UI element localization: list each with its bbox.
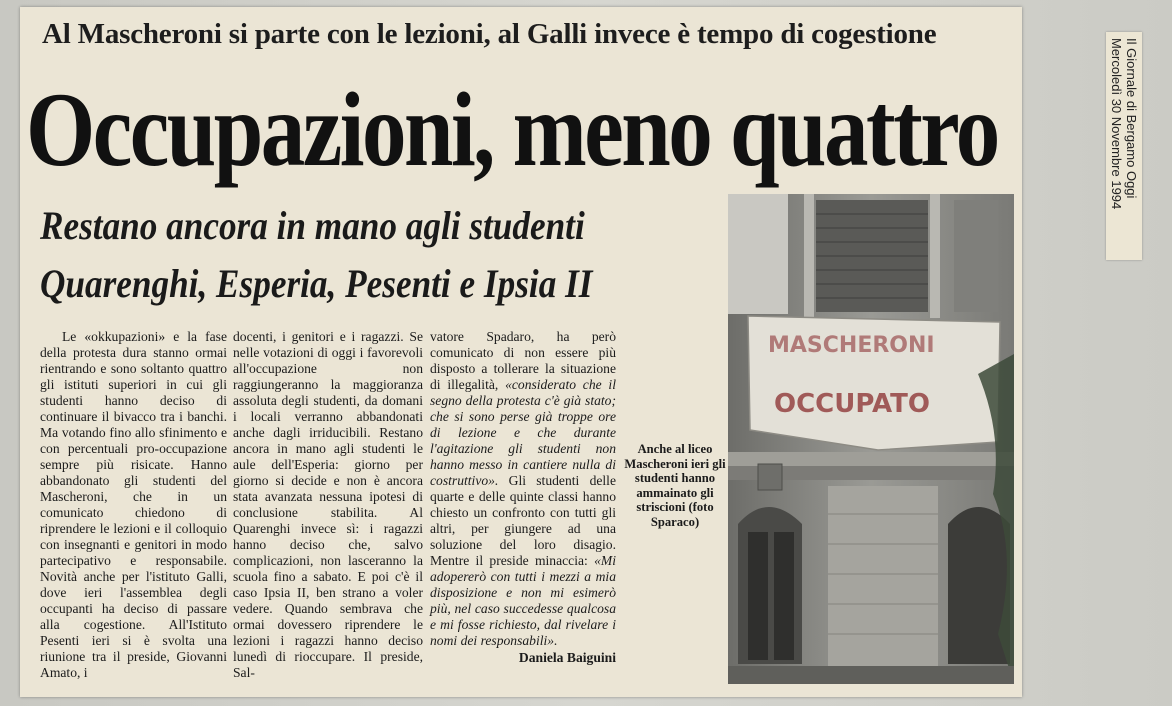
column-3-middle: Gli studenti delle quarte e delle quinte classi hanno chiesto un confronto con tutti gli altri, per giungere ad una soluzione del loro disagio. Mentre il preside minaccia:: [430, 473, 616, 568]
article-column-2: [233, 329, 423, 681]
source-date: Mercoledì 30 Novembre 1994: [1109, 38, 1124, 210]
column-3-quote-1: «considerato che il segno della protesta c'è già stato; che si sono perse già troppe ore di lezione e che durante l'agitazione gli studenti non hanno messo in cantiere nulla di costruttivo».: [430, 377, 616, 488]
column-3-quote-2: «Mi adopererò con tutti i mezzi a mia disposizione e non mi esimerò più, nel caso succedesse qualcosa e mi fosse richiesto, dal rivelare i nomi dei responsabili».: [430, 553, 616, 648]
article-subhead-line1: Restano ancora in mano agli studenti: [40, 203, 585, 248]
source-label-text: [1106, 32, 1142, 260]
source-label-tag: [1106, 32, 1142, 260]
article-headline: Occupazioni, meno quattro: [26, 71, 998, 188]
article-column-1: [40, 329, 227, 681]
banner-text-2: OCCUPATO: [774, 389, 930, 419]
photo-illustration: [728, 194, 1014, 684]
article-column-3: [430, 329, 616, 666]
column-3-intro: vatore Spadaro, ha però comunicato di non essere più disposto a tollerare la situazione di illegalità,: [430, 329, 616, 392]
school-facade-photo: [728, 194, 1014, 684]
banner-text-1: MASCHERONI: [768, 333, 935, 358]
article-byline: Daniela Baiguini: [518, 650, 616, 665]
source-newspaper: Il Giornale di Bergamo Oggi: [1124, 38, 1139, 199]
photo-caption: Anche al liceo Mascheroni ieri gli studenti hanno ammainato gli striscioni (foto Sparaco): [624, 442, 726, 529]
newspaper-clipping: [20, 7, 1022, 697]
article-subhead-line2: Quarenghi, Esperia, Pesenti e Ipsia II: [40, 261, 593, 306]
column-3-text: [430, 329, 616, 649]
article-kicker: Al Mascheroni si parte con le lezioni, al Galli invece è tempo di cogestione: [42, 18, 937, 50]
column-2-text: docenti, i genitori e i ragazzi. Se nelle votazioni di oggi i favorevoli all'occupazione non raggiungeranno la maggioranza assoluta degli studenti, da domani i locali verranno abbandonati anche dagli irriducibili. Restano ancora in mano agli studenti le aule dell'Esperia: giorno per giorno si decide e non è ancora stata avanzata nessuna ipotesi di conclusione stabilita. Al Quarenghi invece sì: i ragazzi hanno deciso che, salvo complicazioni, non lasceranno la scuola fino a sabato. E poi c'è il caso Ipsia II, ben strano a voler vedere. Quando sembrava che ormai dovessero riprendere le lezioni i ragazzi hanno deciso lunedì di rioccupare. Il preside, Sal-: [233, 329, 423, 680]
column-1-text: Le «okkupazioni» e la fase della protesta dura stanno ormai rientrando e sono soltanto quattro gli istituti superiori in cui gli studenti hanno deciso di continuare il bivacco tra i banchi. Ma votando fino allo sfinimento e con percentuali pro-occupazione sempre più risicate. Hanno abbandonato gli studenti del Mascheroni, che in un comunicato chiedono di riprendere le lezioni e il colloquio con insegnanti e genitori in modo partecipativo e responsabile. Novità anche per l'istituto Galli, dove ieri l'assemblea degli occupanti ha deciso di passare alla cogestione. All'Istituto Pesenti ieri si è svolta una riunione tra il preside, Giovanni Amato, i: [40, 329, 227, 680]
